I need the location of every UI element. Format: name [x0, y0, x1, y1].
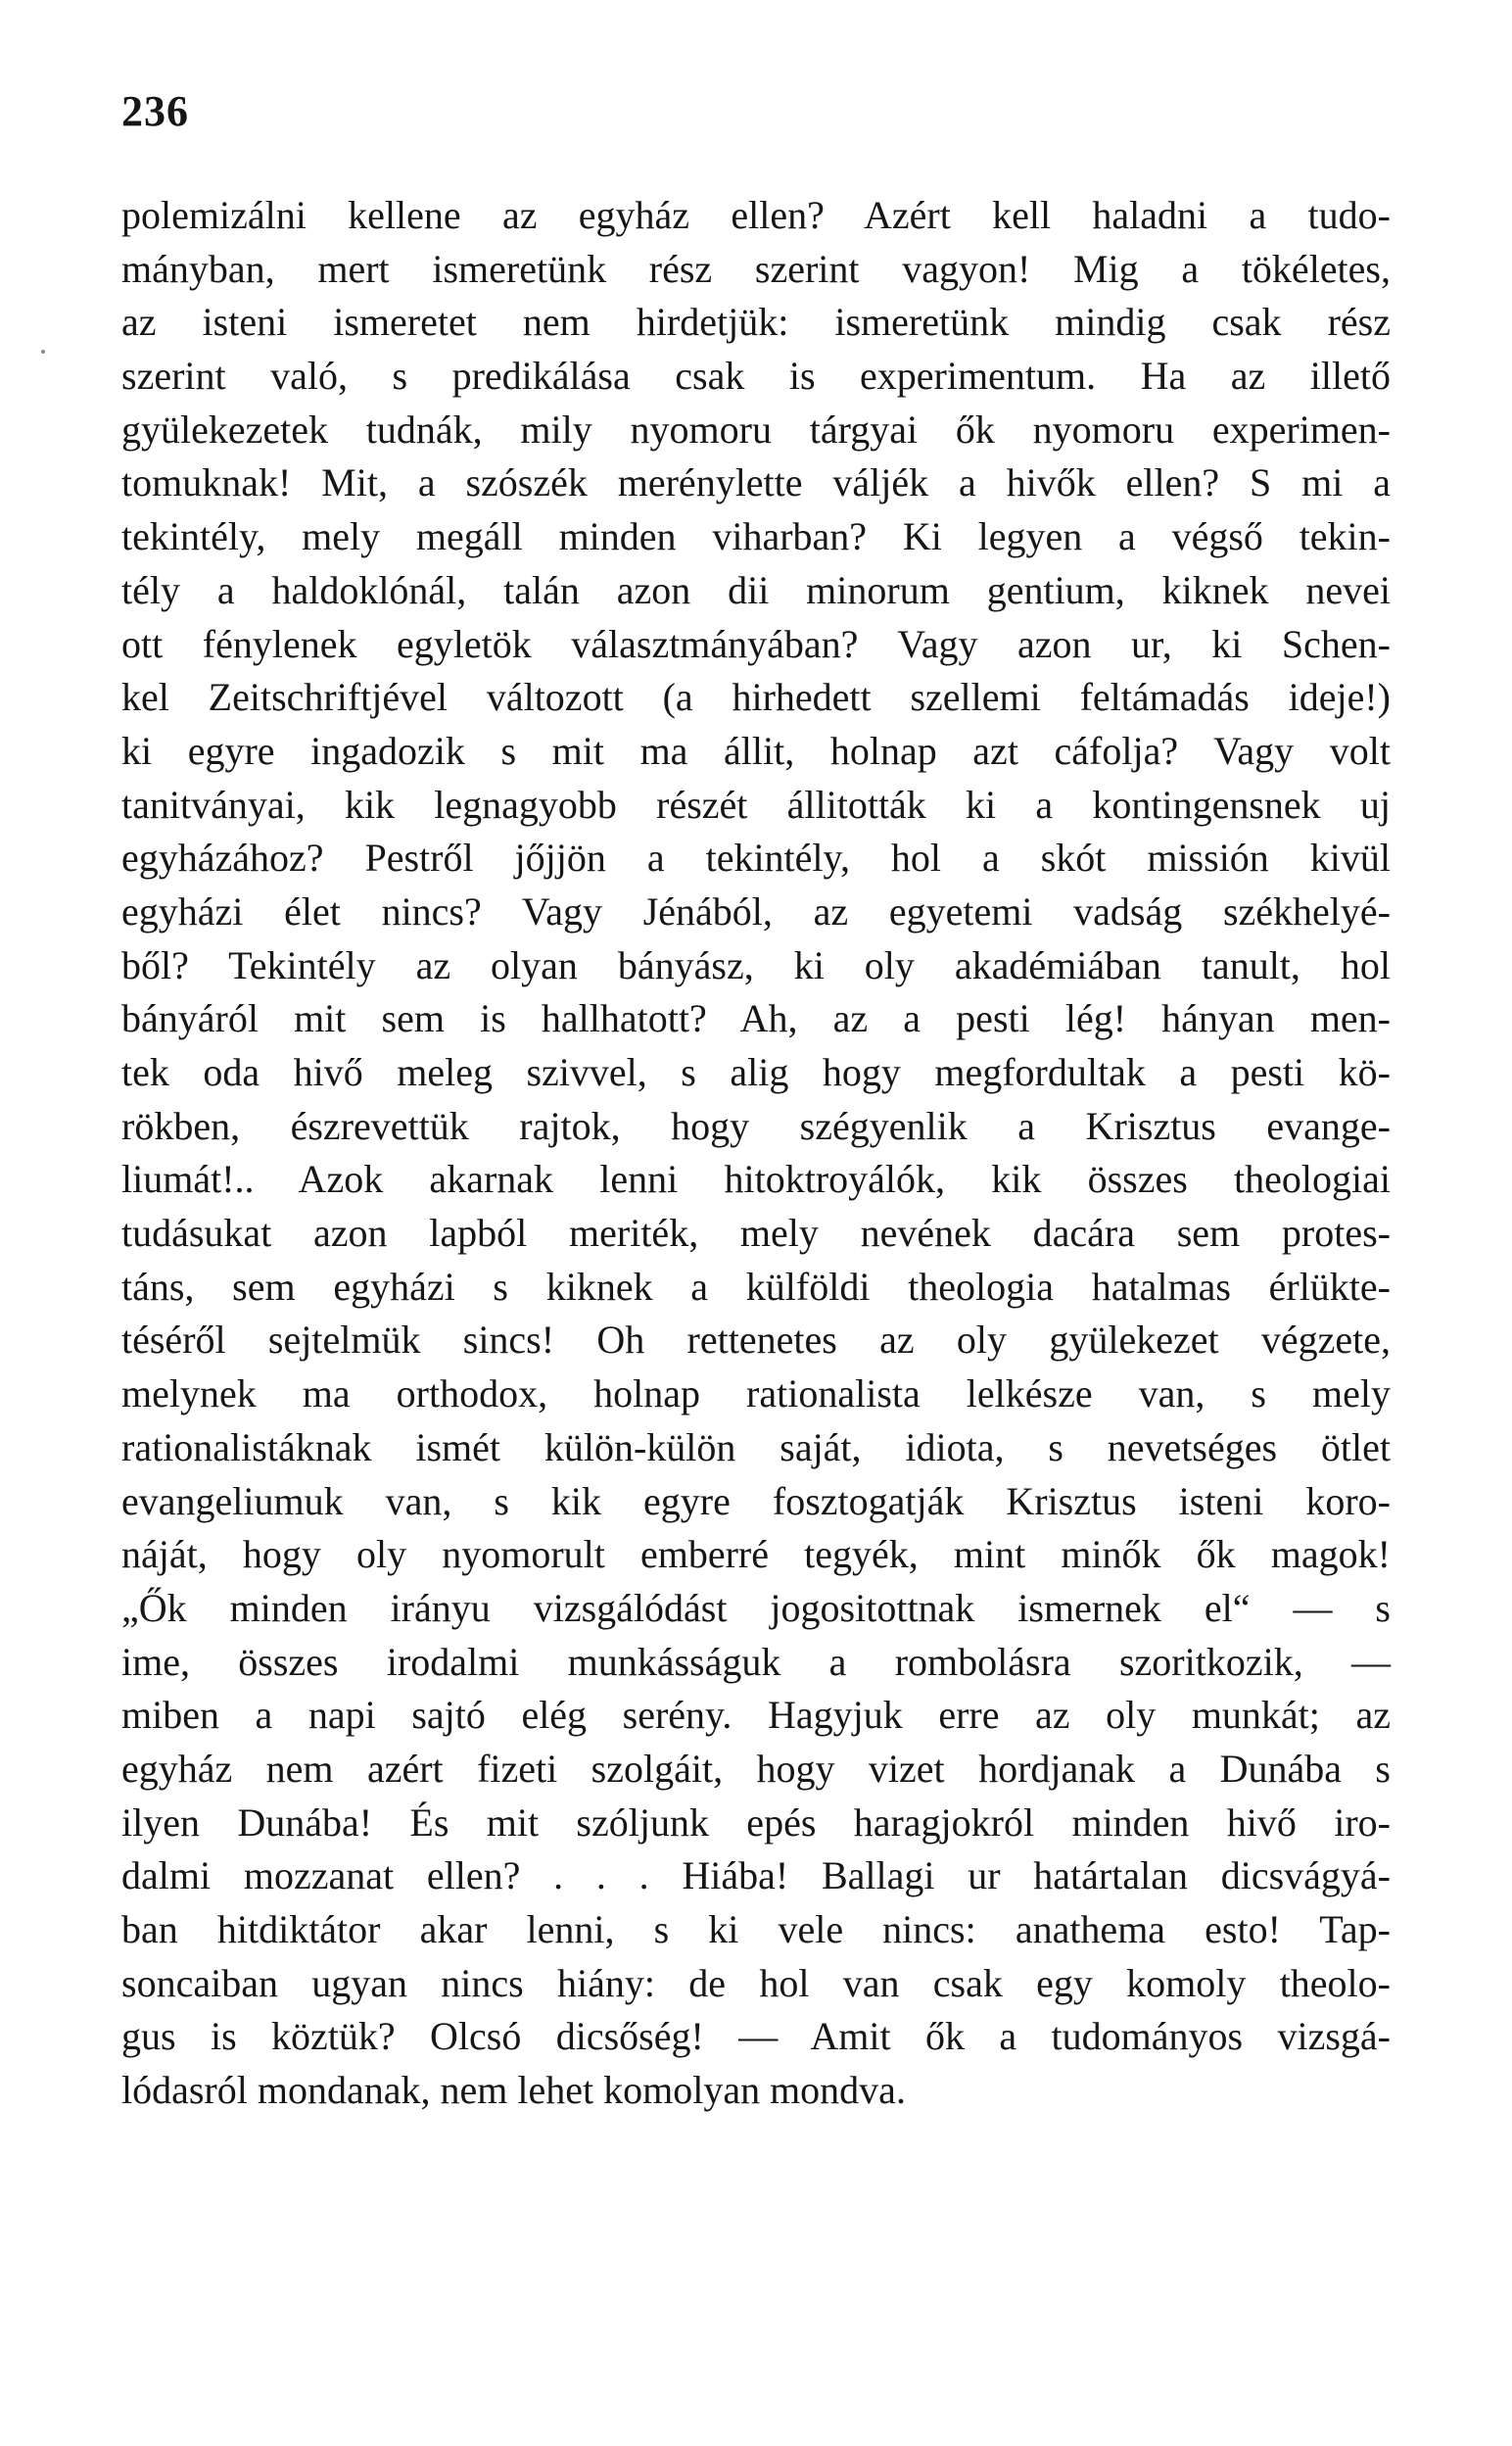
- text-line: ből? Tekintély az olyan bányász, ki oly akadémiában tanult, hol: [121, 942, 1391, 987]
- text-line: tomuknak! Mit, a szószék merénylette váljék a hivők ellen? S mi a: [121, 460, 1391, 505]
- text-line: ilyen Dunába! És mit szóljunk epés haragjokról minden hivő iro-: [121, 1799, 1391, 1845]
- text-line: ott fénylenek egyletök választmányában? Vagy azon ur, ki Schen-: [121, 621, 1391, 666]
- text-line: téséről sejtelmük sincs! Oh rettenetes az oly gyülekezet végzete,: [121, 1318, 1391, 1363]
- text-line: mányban, mert ismeretünk rész szerint vagyon! Mig a tökéletes,: [121, 246, 1391, 291]
- text-line: liumát!.. Azok akarnak lenni hitoktroyálók, kik összes theologiai: [121, 1157, 1391, 1202]
- scan-speck: [41, 350, 45, 354]
- text-line: tekintély, mely megáll minden viharban? Ki legyen a végső tekin-: [121, 514, 1391, 559]
- body-text: [121, 189, 1391, 2118]
- text-line: „Ők minden irányu vizsgálódást jogositottnak ismernek el“ — s: [121, 1585, 1391, 1630]
- text-line: ban hitdiktátor akar lenni, s ki vele nincs: anathema esto! Tap-: [121, 1907, 1391, 1951]
- text-line: ki egyre ingadozik s mit ma állit, holnap azt cáfolja? Vagy volt: [121, 728, 1391, 773]
- text-line: soncaiban ugyan nincs hiány: de hol van csak egy komoly theolo-: [121, 1960, 1391, 2005]
- text-line: gyülekezetek tudnák, mily nyomoru tárgyai ők nyomoru experimen-: [121, 407, 1391, 452]
- text-line: tudásukat azon lapból meriték, mely nevének dacára sem protes-: [121, 1211, 1391, 1256]
- text-line: dalmi mozzanat ellen? . . . Hiába! Ballagi ur határtalan dicsvágyá-: [121, 1853, 1391, 1898]
- text-line: náját, hogy oly nyomorult emberré tegyék, mint minők ők magok!: [121, 1532, 1391, 1577]
- text-line: táns, sem egyházi s kiknek a külföldi theologia hatalmas érlükte-: [121, 1264, 1391, 1309]
- text-line: gus is köztük? Olcsó dicsőség! — Amit ők a tudományos vizsgá-: [121, 2014, 1391, 2059]
- page-number: 236: [121, 87, 189, 135]
- text-line: polemizálni kellene az egyház ellen? Azért kell haladni a tudo-: [121, 193, 1391, 237]
- text-line: bányáról mit sem is hallhatott? Ah, az a pesti lég! hányan men-: [121, 996, 1391, 1041]
- text-line: rationalistáknak ismét külön-külön saját, idiota, s nevetséges ötlet: [121, 1424, 1391, 1469]
- text-line: szerint való, s predikálása csak is experimentum. Ha az illető: [121, 354, 1391, 399]
- text-line: tek oda hivő meleg szivvel, s alig hogy megfordultak a pesti kö-: [121, 1050, 1391, 1094]
- text-line: miben a napi sajtó elég serény. Hagyjuk erre az oly munkát; az: [121, 1693, 1391, 1738]
- text-line: egyházi élet nincs? Vagy Jénából, az egyetemi vadság székhelyé-: [121, 888, 1391, 934]
- text-line: egyházához? Pestről jőjjön a tekintély, hol a skót missión kivül: [121, 836, 1391, 881]
- text-line: rökben, észrevettük rajtok, hogy szégyenlik a Krisztus evange-: [121, 1103, 1391, 1148]
- text-line: melynek ma orthodox, holnap rationalista lelkésze van, s mely: [121, 1371, 1391, 1416]
- text-line: egyház nem azért fizeti szolgáit, hogy vizet hordjanak a Dunába s: [121, 1746, 1391, 1791]
- text-line: evangeliumuk van, s kik egyre fosztogatják Krisztus isteni koro-: [121, 1478, 1391, 1523]
- text-line: kel Zeitschriftjével változott (a hirhedett szellemi feltámadás ideje!): [121, 675, 1391, 720]
- text-line: tély a haldoklónál, talán azon dii minorum gentium, kiknek nevei: [121, 567, 1391, 612]
- text-line: ime, összes irodalmi munkásságuk a rombolásra szoritkozik, —: [121, 1639, 1391, 1684]
- text-line: az isteni ismeretet nem hirdetjük: ismeretünk mindig csak rész: [121, 300, 1391, 345]
- text-line-last: lódasról mondanak, nem lehet komolyan mondva.: [121, 2068, 906, 2113]
- text-line: tanitványai, kik legnagyobb részét állitották ki a kontingensnek uj: [121, 782, 1391, 827]
